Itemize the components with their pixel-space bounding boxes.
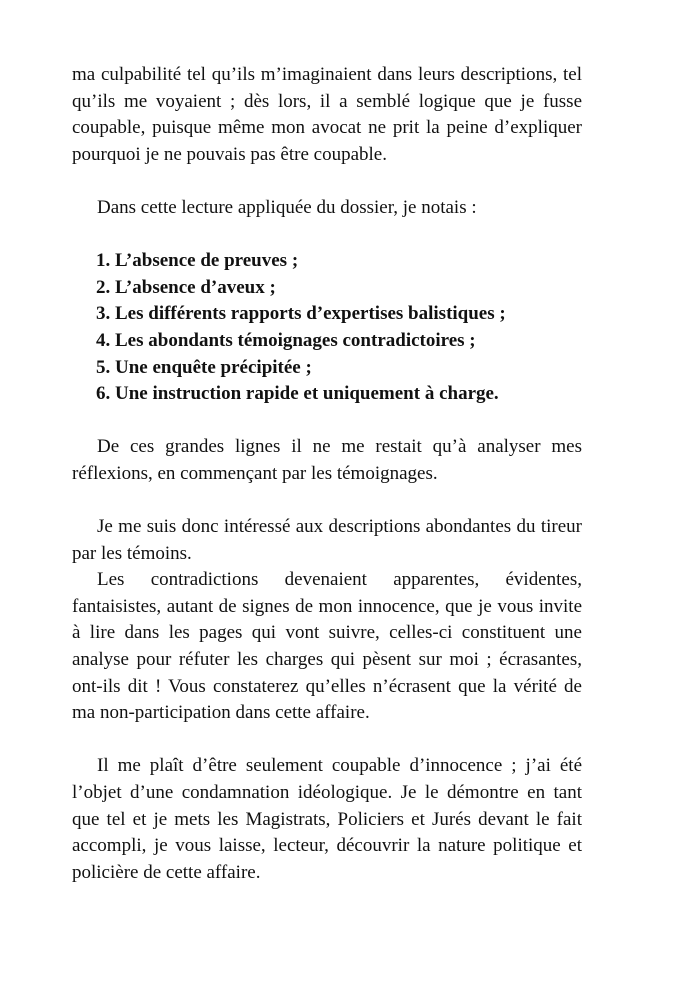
document-page	[72, 62, 582, 886]
paragraph-reading-notes: Dans cette lecture appliquée du dossier, je notais :	[97, 196, 477, 218]
findings-list	[72, 248, 582, 408]
list-item: 4. Les abondants témoignages contradictoires ;	[96, 329, 476, 351]
list-item: 3. Les différents rapports d’expertises balistiques ;	[96, 303, 506, 325]
paragraph-culpability: ma culpabilité tel qu’ils m’imaginaient dans leurs descriptions, tel qu’ils me voyaient ; dès lors, il a semblé logique que je fusse coupable, puisque même mon avocat ne prit la peine d’expliquer pourquoi je ne pouvais pas être coupable.	[72, 64, 582, 165]
paragraph-conclusion: Il me plaît d’être seulement coupable d’innocence ; j’ai été l’objet d’une condamnation idéologique. Je le démontre en tant que tel et je mets les Magistrats, Policiers et Jurés devant le fait accompli, je vous laisse, lecteur, découvrir la nature politique et policière de cette affaire.	[72, 755, 582, 883]
paragraph-analysis: De ces grandes lignes il ne me restait qu’à analyser mes réflexions, en commençant par les témoignages.	[72, 436, 582, 484]
list-item: 2. L’absence d’aveux ;	[96, 276, 276, 298]
list-item: 6. Une instruction rapide et uniquement à charge.	[96, 383, 499, 405]
list-item: 5. Une enquête précipitée ;	[96, 356, 312, 378]
paragraph-witnesses: Je me suis donc intéressé aux descriptions abondantes du tireur par les témoins.	[72, 516, 582, 564]
list-item: 1. L’absence de preuves ;	[96, 250, 299, 272]
paragraph-contradictions: Les contradictions devenaient apparentes, évidentes, fantaisistes, autant de signes de mon innocence, que je vous invite à lire dans les pages qui vont suivre, celles-ci constituent une analyse pour réfuter les charges qui pèsent sur moi ; écrasantes, ont-ils dit ! Vous constaterez qu’elles n’écrasent que la vérité de ma non-participation dans cette affaire.	[72, 569, 582, 724]
